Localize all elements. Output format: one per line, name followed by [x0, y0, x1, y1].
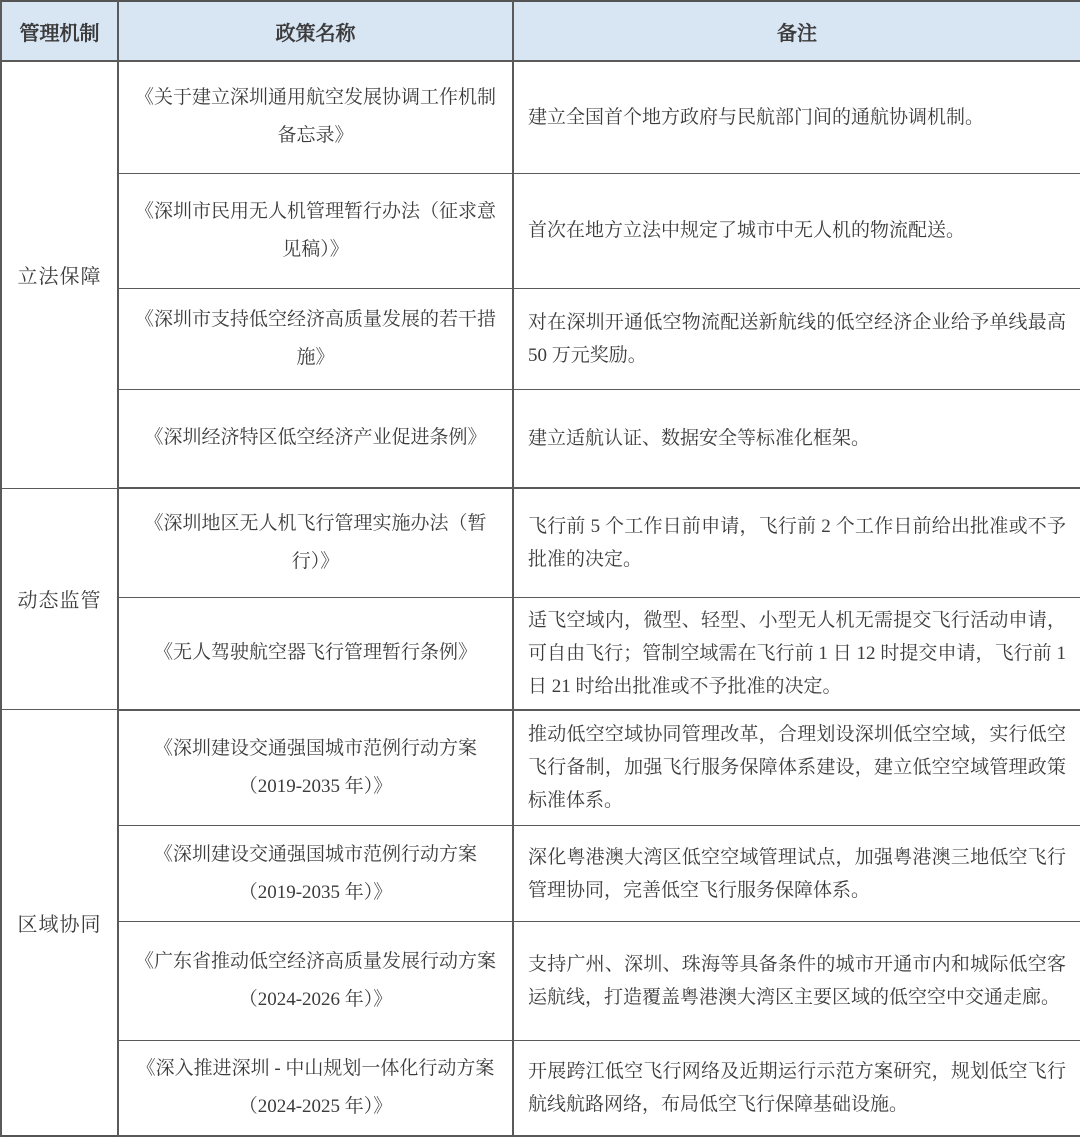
- policy-name-cell: 《深圳经济特区低空经济产业促进条例》: [118, 389, 513, 488]
- table-row: [1, 389, 1080, 488]
- table-header-row: [1, 1, 1080, 61]
- table-row: [1, 597, 1080, 710]
- policy-name-cell: 《无人驾驶航空器飞行管理暂行条例》: [118, 597, 513, 710]
- remark-cell: 适飞空域内，微型、轻型、小型无人机无需提交飞行活动申请，可自由飞行；管制空域需在飞行前 1 日 12 时提交申请，飞行前 1 日 21 时给出批准或不予批准的决定。: [513, 597, 1080, 710]
- column-header-remark: 备注: [513, 1, 1080, 61]
- remark-cell: 推动低空空域协同管理改革，合理划设深圳低空空域，实行低空飞行备制，加强飞行服务保障体系建设，建立低空空域管理政策标准体系。: [513, 710, 1080, 826]
- remark-cell: 对在深圳开通低空物流配送新航线的低空经济企业给予单线最高 50 万元奖励。: [513, 288, 1080, 389]
- policy-name-cell: 《深圳建设交通强国城市范例行动方案（2019-2035 年）》: [118, 826, 513, 922]
- policy-name-cell: 《关于建立深圳通用航空发展协调工作机制备忘录》: [118, 61, 513, 173]
- remark-cell: 建立适航认证、数据安全等标准化框架。: [513, 389, 1080, 488]
- mechanism-cell: 动态监管: [1, 488, 118, 710]
- mechanism-cell: 区域协同: [1, 710, 118, 1136]
- table-body: [1, 61, 1080, 1136]
- table-row: [1, 826, 1080, 922]
- remark-cell: 支持广州、深圳、珠海等具备条件的城市开通市内和城际低空客运航线，打造覆盖粤港澳大湾区主要区域的低空空中交通走廊。: [513, 922, 1080, 1041]
- column-header-policy: 政策名称: [118, 1, 513, 61]
- remark-cell: 深化粤港澳大湾区低空空域管理试点，加强粤港澳三地低空飞行管理协同，完善低空飞行服务保障体系。: [513, 826, 1080, 922]
- mechanism-cell: 立法保障: [1, 61, 118, 488]
- remark-cell: 飞行前 5 个工作日前申请，飞行前 2 个工作日前给出批准或不予批准的决定。: [513, 488, 1080, 597]
- table-row: [1, 1041, 1080, 1136]
- policy-name-cell: 《深圳市支持低空经济高质量发展的若干措施》: [118, 288, 513, 389]
- table-row: [1, 173, 1080, 288]
- policy-name-cell: 《广东省推动低空经济高质量发展行动方案（2024-2026 年）》: [118, 922, 513, 1041]
- table-row: [1, 710, 1080, 826]
- policy-name-cell: 《深圳建设交通强国城市范例行动方案（2019-2035 年）》: [118, 710, 513, 826]
- policy-name-cell: 《深圳地区无人机飞行管理实施办法（暂行）》: [118, 488, 513, 597]
- column-header-mechanism: 管理机制: [1, 1, 118, 61]
- remark-cell: 开展跨江低空飞行网络及近期运行示范方案研究，规划低空飞行航线航路网络，布局低空飞行保障基础设施。: [513, 1041, 1080, 1136]
- remark-cell: 首次在地方立法中规定了城市中无人机的物流配送。: [513, 173, 1080, 288]
- table-row: [1, 61, 1080, 173]
- table-row: [1, 488, 1080, 597]
- table-row: [1, 288, 1080, 389]
- remark-cell: 建立全国首个地方政府与民航部门间的通航协调机制。: [513, 61, 1080, 173]
- table-row: [1, 922, 1080, 1041]
- policy-name-cell: 《深入推进深圳 - 中山规划一体化行动方案（2024-2025 年）》: [118, 1041, 513, 1136]
- policy-name-cell: 《深圳市民用无人机管理暂行办法（征求意见稿）》: [118, 173, 513, 288]
